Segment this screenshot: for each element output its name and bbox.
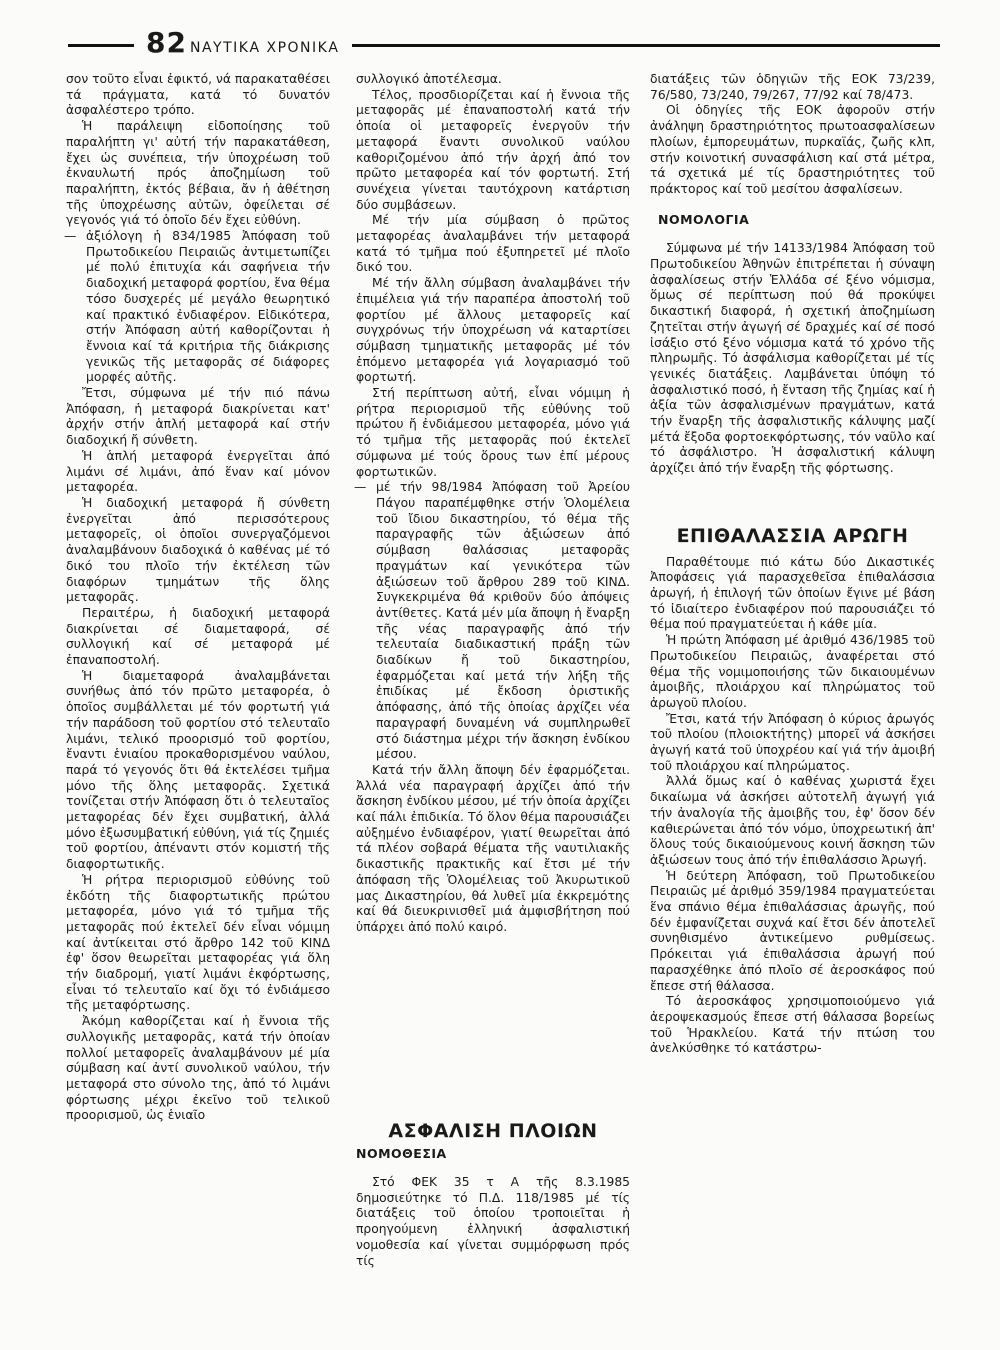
paragraph: Ἔτσι, κατά τήν Ἀπόφαση ὁ κύριος ἀρωγός τοῦ πλοίου (πλοιοκτήτης) μπορεῖ νά ἀσκήσει ἀγωγή κατά τοῦ ὑποχρέου καί γιά τήν ἀμοιβή τοῦ πλοιάρχου καί πληρώματος.: [650, 711, 935, 773]
paragraph: σον τοῦτο εἶναι ἐφικτό, νά παρακαταθέσει τά πράγματα, κατά τό δυνατόν ἀσφαλέστερο τρόπο.: [66, 72, 330, 118]
column-3: [650, 72, 935, 1057]
paragraph: — ἀξιόλογη ἡ 834/1985 Ἀπόφαση τοῦ Πρωτοδικείου Πειραιῶς ἀντιμετωπίζει μέ πολύ ἐπιτυχία κάι σαφήνεια τήν διαδοχική μεταφορά φορτίου, ἕνα θέμα τόσο δυσχερές μέ μεγάλο θεωρητικό καί πρακτικό ἐνδιαφέρον. Εἰδικότερα, στήν Ἀπόφαση αὐτή καθορίζονται ἡ ἔννοια καί τά κριτήρια τῆς διάκρισης γενικῶς τῆς μεταφορᾶς σέ διάφορες μορφές αὐτῆς.: [66, 229, 330, 386]
paragraph: Μέ τήν μία σύμβαση ὁ πρῶτος μεταφορέας ἀναλαμβάνει τήν μεταφορά κατά τό τμῆμα πού ἐξυπηρετεῖ μέ πλοῖο δικό του.: [356, 213, 630, 275]
paragraph: Τέλος, προσδιορίζεται καί ἡ ἔννοια τῆς μεταφορᾶς μέ ἐπαναποστολή κατά τήν ὁποία οἱ μεταφορεῖς ἐνεργοῦν τήν μεταφορά ἔναντι συνολικοῦ ναύλου καθοριζομένου ἀπό τήν ἀρχή ἀπό τον πρῶτο μεταφορέα καί τόν φορτωτή. Στή συνέχεια γίνεται ταυτόχρονη κατάρτιση δύο συμβάσεων.: [356, 87, 630, 212]
paragraph: Ἡ πρώτη Ἀπόφαση μέ ἀριθμό 436/1985 τοῦ Πρωτοδικείου Πειραιῶς, ἀναφέρεται στό θέμα τῆς νομιμοποιήσης τῶν δικαιουμένων ἀμοιβῆς, πλοιάρχου καί πληρώματος τοῦ ἀρωγοῦ πλοίου.: [650, 633, 935, 710]
header-rule-right: [352, 44, 940, 47]
paragraph: Παραθέτουμε πιό κάτω δύο Δικαστικές Ἀποφάσεις γιά παρασχεθεῖσα ἐπιθαλάσσια ἀρωγή, ἡ ἐπιλογή τῶν ὁποίων ἔγινε μέ βάση τό ἰδιαίτερο ἐνδιαφέρον πού παρουσιάζει τό θέμα πού πραγματεύεται ἡ κάθε μία.: [650, 554, 935, 632]
paragraph: Ἡ ρήτρα περιορισμοῦ εὐθύνης τοῦ ἐκδότη τῆς διαφορτωτικῆς πρώτου μεταφορέα, μόνο γιά τό τμῆμα τῆς μεταφορᾶς πού ἐκτελεῖ δέν εἶναι νόμιμη καί ἀντίκειται στό ἄρθρο 142 τοῦ ΚΙΝΔ ἐφ' ὅσον θεωρεῖται μεταφορέας γιά ὅλη τήν διαδρομή, γιατί λιμάνι ἐκφόρτωσης, εἶναι τό τελευταῖο καί ὄχι τό ἐνδιάμεσο τῆς μεταφόρτωσης.: [66, 872, 330, 1013]
subsection-title-legislation: ΝΟΜΟΘΕΣΙΑ: [356, 1146, 447, 1161]
paragraph: Ἡ δεύτερη Ἀπόφαση, τοῦ Πρωτοδικείου Πειραιῶς μέ ἀριθμό 359/1984 πραγματεύεται ἕνα σπάνιο θέμα ἐπιθαλάσσιας ἀρωγῆς, πού δέν ἐμφανίζεται συχνά καί ἔτσι δέν ἀποτελεῖ συνηθισμένο ἀντικείμενο ρυθμίσεως. Πρόκειται γιά ἐπιθαλάσσια ἀρωγή πού παρασχέθηκε ἀπό πλοῖο σέ ἀεροσκάφος πού ἔπεσε στή θάλασσα.: [650, 868, 935, 993]
paragraph: Μέ τήν ἄλλη σύμβαση ἀναλαμβάνει τήν ἐπιμέλεια γιά τήν παραπέρα ἀποστολή τοῦ φορτίου μέ ἄλλους μεταφορεῖς καί συγχρόνως τήν ὑποχρέωση νά καταρτίσει σύμβαση τμηματικῆς μεταφορᾶς μέ τόν ἑπόμενο μεταφορέα γιά λογαριασμό τοῦ φορτωτή.: [356, 276, 630, 385]
column-2: [356, 72, 630, 936]
publication-name: ΝΑΥΤΙΚΑ ΧΡΟΝΙΚΑ: [190, 40, 340, 56]
paragraph: Ἡ διαδοχική μεταφορά ἤ σύνθετη ἐνεργεῖται ἀπό περισσότερους μεταφορεῖς, οἱ ὁποῖοι συνεργαζόμενοι ἀναλαμβάνουν διαδοχικά ὁ καθένας μέ τό δικό του πλοῖο τήν ἐκτέλεση τῶν διαφόρων τμημάτων τῆς ὅλης μεταφορᾶς.: [66, 495, 330, 605]
paragraph: Κατά τήν ἄλλη ἄποψη δέν ἐφαρμόζεται. Ἀλλά νέα παραγραφή ἀρχίζει ἀπό τήν ἄσκηση ἐνδίκου μέσου, μέ τήν ὁποία ἀρχίζει καί πάλι ἐπιδικία. Τό ὅλον θέμα παρουσιάζει αὐξημένο ἐνδιαφέρον, γιατί θεωρεῖται ἀπό τά πλέον σοβαρά θέματα τῆς ναυτιλιακῆς δικαστικῆς πρακτικῆς καί ἔτσι μέ τήν ἀπόφαση τῆς Ὁλομέλειας τοῦ Ἀκυρωτικοῦ μας Δικαστηρίου, θά λυθεῖ μία ἐκκρεμότης καί θά διευκρινισθεῖ μιά ἀμφισβήτηση πού ὑπάρχει ἀπό πολύ καιρό.: [356, 762, 630, 934]
column-1: [66, 72, 330, 1124]
paragraph: Ἡ διαμεταφορά ἀναλαμβάνεται συνήθως ἀπό τόν πρῶτο μεταφορέα, ὁ ὁποῖος συμβάλλεται μέ τόν φορτωτή γιά τήν παράδοση τοῦ φορτίου στό τελευταῖο λιμάνι, τελικό προορισμό τοῦ φορτίου, ἔναντι ἑνιαίου προκαθορισμένου ναύλου, παρά τό γεγονός ὅτι θά ἐκτελέσει τμῆμα μόνο τῆς ὅλης μεταφορᾶς. Σχετικά τονίζεται στήν Ἀπόφαση ὅτι ὁ τελευταῖος μεταφορέας δέν ἔχει συμβατική, ἀλλά μόνο ἐξωσυμβατική εὐθύνη, γιά τίς ζημιές τοῦ φορτίου, ἀπέναντι στόν κομιστή τῆς διαφορτωτικῆς.: [66, 668, 331, 872]
paragraph: Σύμφωνα μέ τήν 14133/1984 Ἀπόφαση τοῦ Πρωτοδικείου Ἀθηνῶν ἐπιτρέπεται ἡ σύναψη ἀσφαλίσεως στήν Ἑλλάδα σέ ξένο νόμισμα, ὅμως σέ περίπτωση πού θά προκύψει δικαστική διαφορά, ἡ σχετική ἀποζημίωση ζητεῖται στήν ἀγωγή σέ δραχμές καί σέ ποσό ἰσάξιο στό ξένο νόμισμα κατά τό χρόνο τῆς πληρωμῆς. Τό ἀσφάλισμα καθορίζεται μέ τίς γενικές διατάξεις. Λαμβάνεται ὑπόψη τό ἀσφαλιστικό ποσό, ἡ ἔνταση τῆς ζημίας καί ἡ ἀξία τῶν ἀσφαλισμένων πραγμάτων, κατά τήν ἔναρξη τῆς ἀσφαλιστικῆς κάλυψης μαζί μέτά ἔξοδα φορτοεκφόρτωσης, τόν ναῦλο καί τό ἀσφάλιστρο. Ἡ ἀσφαλιστική κάλυψη ἀρχίζει ἀπό τήν ἔναρξη τῆς φόρτωσης.: [650, 241, 935, 476]
insurance-body: [356, 1175, 630, 1269]
paragraph: διατάξεις τῶν ὁδηγιῶν τῆς ΕΟΚ 73/239, 76/580, 73/240, 79/267, 77/92 καί 78/473.: [650, 72, 935, 102]
paragraph: Τό ἀεροσκάφος χρησιμοποιούμενο γιά ἀεροψεκασμούς ἔπεσε στή θάλασσα βορείως τοῦ Ἡρακλείου. Κατά τήν πτώση του ἀνελκύσθηκε τό κατάστρω-: [650, 994, 935, 1056]
paragraph: Ἀλλά ὅμως καί ὁ καθένας χωριστά ἔχει δικαίωμα νά ἀσκήσει αὐτοτελῆ ἀγωγή γιά τήν ἀναλογία τῆς ἀμοιβῆς του, ἐφ' ὅσον δέν καθιερώνεται ἀπό τόν νόμο, ὑποχρεωτική ἀπ' ὅλους τούς δικαιούμενους κοινή ἄσκηση τῶν ἀξιώσεων τους ἀπό τήν ἐπιθαλάσσιο Ἀρωγή.: [650, 774, 935, 867]
page-header: [0, 0, 1000, 70]
insurance-section: [356, 1120, 630, 1269]
page-number: 82: [146, 26, 187, 59]
paragraph: Ἡ παράλειψη εἰδοποίησης τοῦ παραλήπτη γι' αὐτή τήν παρακατάθεση, ἔχει ὡς συνέπεια, τήν ὑποχρέωση τοῦ ἐκναυλωτή πρός ἀποζημίωση τοῦ παραλήπτη, ἐκτός βέβαια, ἄν ἡ ἀθέτηση τῆς ὑποχρέωσης αὐτῶν, ὀφείλεται σέ γεγονός γιά τό ὁποῖο δέν ἔχει εὐθύνη.: [66, 119, 330, 228]
paragraph: Στή περίπτωση αὐτή, εἶναι νόμιμη ἡ ρήτρα περιορισμοῦ τῆς εὐθύνης τοῦ πρώτου ἤ ἐνδιάμεσου μεταφορέα, μόνο γιά τό τμῆμα τῆς μεταφορᾶς πού ἐκτελεῖ σύμφωνα μέ τούς ὅρους των ἐπί μέρους φορτωτικῶν.: [356, 386, 630, 479]
paragraph: Ἡ ἁπλή μεταφορά ἐνεργεῖται ἀπό λιμάνι σέ λιμάνι, ἀπό ἕναν καί μόνον μεταφορέα.: [66, 448, 330, 495]
paragraph: — μέ τήν 98/1984 Ἀπόφαση τοῦ Ἀρείου Πάγου παραπέμφθηκε στήν Ὁλομέλεια τοῦ ἴδιου δικαστηρίου, τό θέμα τῆς παραγραφῆς τῶν ἀξιώσεων ἀπό σύμβαση θαλάσσιας μεταφορᾶς πραγμάτων καί γενικότερα τῶν ἀξιώσεων τοῦ ἄρθρου 289 τοῦ ΚΙΝΔ. Συγκεκριμένα θά κριθοῦν δύο ἀπόψεις ἀντίθετες. Κατά μέν μία ἄποψη ἡ ἔναρξη τῆς νέας παραγραφῆς ἀπό τήν τελευταία διαδικαστική πράξη τῶν διαδίκων ἤ τοῦ δικαστηρίου, ἐφαρμόζεται καί μετά τήν λήξη τῆς ἐπιδίκας μέ ἔκδοση ὁριστικῆς ἀπόφασης, ἀπό τῆς ὁποίας ἀρχίζει νέα παραγραφή δυναμένη νά συμπληρωθεῖ στό διάστημα μέχρι τήν ἄσκηση ἐνδίκου μέσου.: [356, 480, 630, 763]
paragraph: Περαιτέρω, ἡ διαδοχική μεταφορά διακρίνεται σέ διαμεταφορά, σέ συλλογική καί σέ μεταφορά μέ ἐπαναποστολή.: [66, 605, 330, 668]
section-title-salvage: ΕΠΙΘΑΛΑΣΣΙΑ ΑΡΩΓΗ: [676, 524, 909, 547]
paragraph: Οἱ ὁδηγίες τῆς ΕΟΚ ἀφοροῦν στήν ἀνάληψη δραστηριότητος πρωτοασφαλίσεων πλοίων, ἐμπορευμάτων, πυρκαϊάς, ζωῆς κλπ, στήν κοινοτική συνασφάλιση καί στά μέτρα, τά σχετικά μέ τίς δραστηριότητες τοῦ πράκτορος καί τοῦ μεσίτου ἀσφαλίσεων.: [650, 103, 935, 196]
paragraph: Ἀκόμη καθορίζεται καί ἡ ἔννοια τῆς συλλογικῆς μεταφορᾶς, κατά τήν ὁποίαν πολλοί μεταφορεῖς ἀναλαμβάνουν μέ μία σύμβαση καί ἀντί συνολικοῦ ναύλου, τήν μεταφορά στο σύνολο της, ἀπό τό λιμάνι φόρτωσης μέχρι ἐκεῖνο τοῦ τελικοῦ προορισμοῦ, ὡς ἑνιαῖο: [66, 1014, 330, 1123]
paragraph: Στό ΦΕΚ 35 τ Α τῆς 8.3.1985 δημοσιεύτηκε τό Π.Δ. 118/1985 μέ τίς διατάξεις τοῦ ὁποίου τροποιεῖται ἡ προηγούμενη ἑλληνική ἀσφαλιστική νομοθεσία καί γίνεται συμμόρφωση πρός τίς: [356, 1175, 630, 1268]
section-title-insurance: ΑΣΦΑΛΙΣΗ ΠΛΟΙΩΝ: [388, 1120, 598, 1142]
subsection-title-case-law: ΝΟΜΟΛΟΓΙΑ: [658, 211, 750, 227]
paragraph: συλλογικό ἀποτέλεσμα.: [356, 72, 502, 86]
paragraph: Ἔτσι, σύμφωνα μέ τήν πιό πάνω Ἀπόφαση, ἡ μεταφορά διακρίνεται κατ' ἀρχήν στήν ἁπλή μεταφορά καί στήν διαδοχική ἤ σύνθετη.: [66, 386, 330, 448]
header-rule-left: [68, 44, 134, 47]
